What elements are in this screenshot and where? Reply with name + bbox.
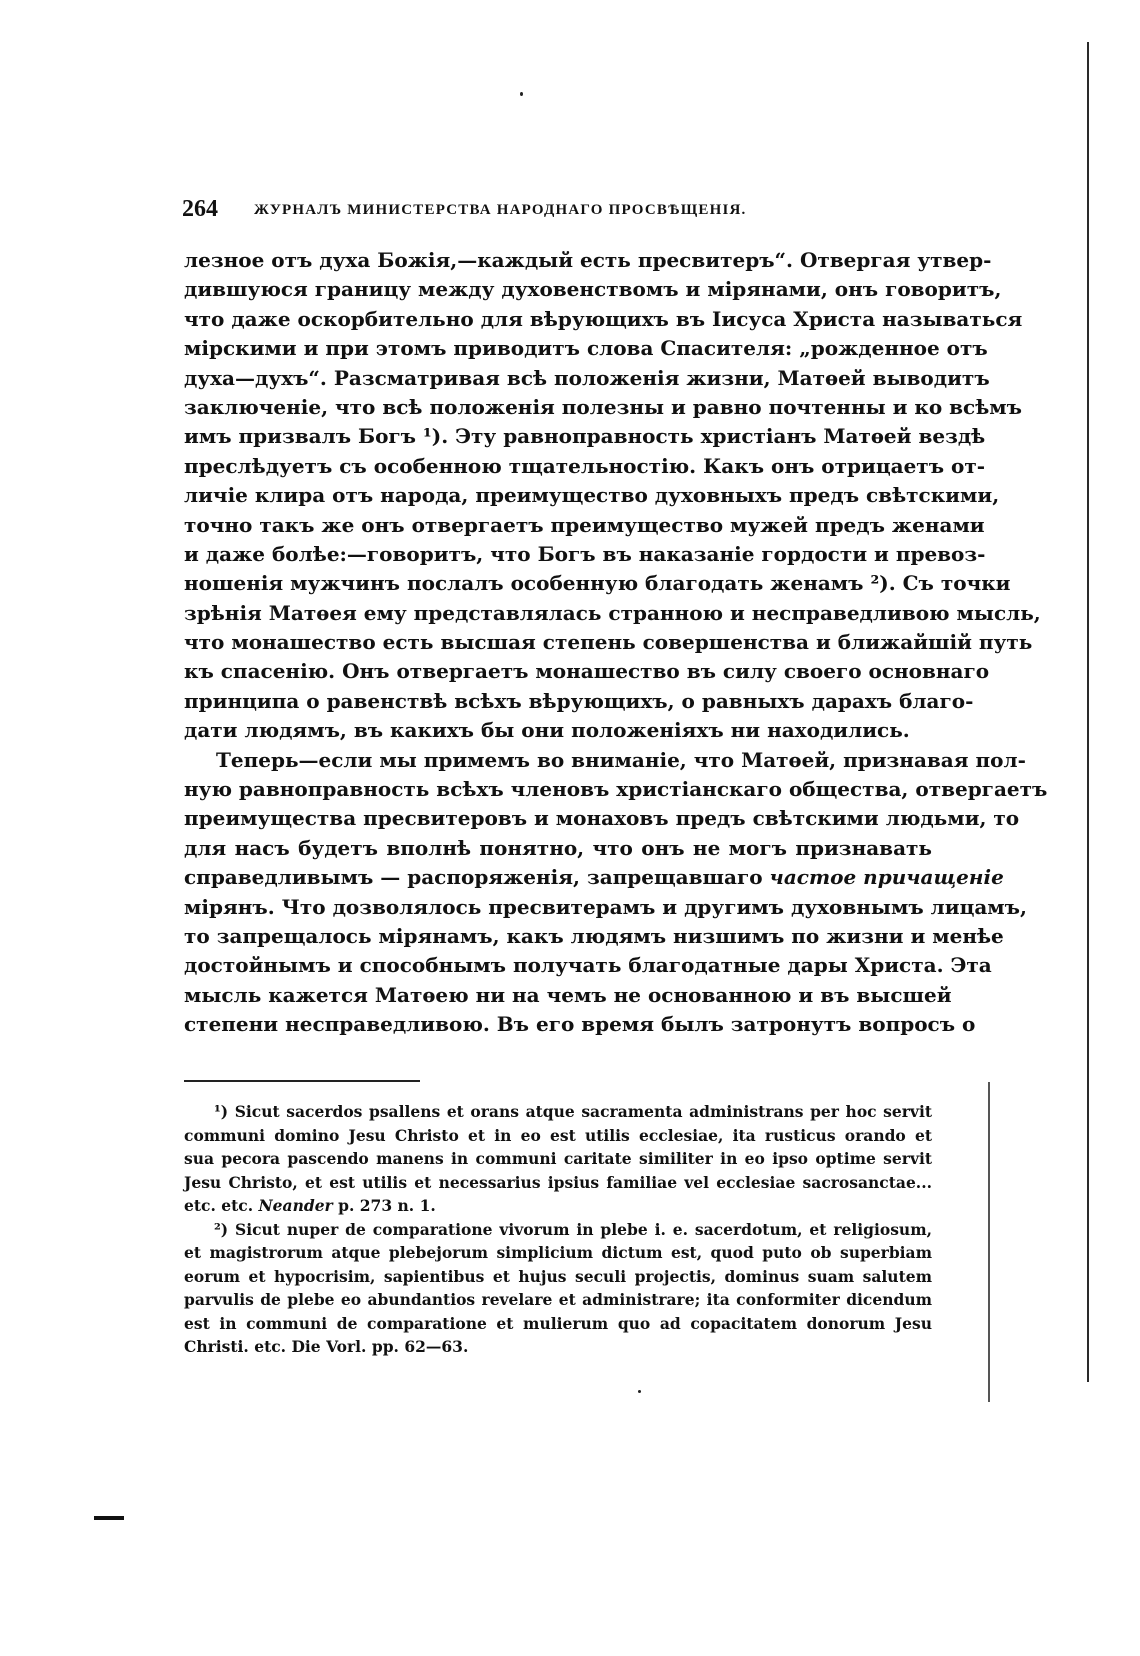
footnote-line: et magistrorum atque plebejorum simplicium dictum est, quod puto ob superbiam bbox=[184, 1243, 932, 1262]
text-line: мысль кажется Матѳею ни на чемъ не основанною и въ высшей bbox=[184, 982, 952, 1007]
text-line: и даже болѣе:—говоритъ, что Богъ въ наказаніе гордости и превоз- bbox=[184, 541, 986, 566]
text-line: заключеніе, что всѣ положенія полезны и равно почтенны и ко всѣмъ bbox=[184, 394, 1022, 419]
text-line bbox=[184, 863, 1004, 892]
page-header bbox=[182, 196, 910, 230]
footnote-line: ²) Sicut nuper de comparatione vivorum in plebe i. e. sacerdotum, et religiosum, bbox=[214, 1219, 932, 1239]
main-text bbox=[184, 246, 1048, 1040]
text-line: личіе клира отъ народа, преимущество духовныхъ предъ свѣтскими, bbox=[184, 483, 1000, 508]
text-line: степени несправедливою. Въ его время былъ затронутъ вопросъ о bbox=[184, 1012, 976, 1037]
footnote-line: Christi. etc. Die Vorl. pp. 62—63. bbox=[184, 1337, 469, 1356]
footnotes bbox=[184, 1100, 932, 1359]
footnote-line: parvulis de plebe eo abundantios revelare et administrare; ita conformiter dicendum bbox=[184, 1290, 932, 1309]
footnote-author: Neander bbox=[258, 1196, 333, 1215]
text-line: Теперь—если мы примемъ во вниманіе, что Матѳей, признавая пол- bbox=[216, 747, 1026, 772]
footnote-line: eorum et hypocrisim, sapientibus et hujus seculi projectis, dominus suam salutem bbox=[184, 1266, 932, 1286]
italic-phrase: частое причащеніе bbox=[769, 865, 1004, 890]
scan-edge-line bbox=[1087, 42, 1089, 1382]
footnote-line bbox=[184, 1194, 932, 1218]
scan-speck bbox=[638, 1390, 641, 1393]
text-line: что монашество есть высшая степень совершенства и ближайшій путь bbox=[184, 630, 1033, 655]
text-line: дившуюся границу между духовенствомъ и мірянами, онъ говоритъ, bbox=[184, 277, 1002, 302]
text-line: ную равноправность всѣхъ членовъ христіанскаго общества, отвергаетъ bbox=[184, 777, 1048, 802]
text-line: къ спасенію. Онъ отвергаетъ монашество въ силу своего основнаго bbox=[184, 659, 990, 684]
footnote-line: est in communi de comparatione et mulierum quo ad copacitatem donorum Jesu bbox=[184, 1313, 932, 1333]
text-line: зрѣнія Матѳея ему представлялась странною и несправедливою мысль, bbox=[184, 600, 1041, 625]
footnote-line: sua pecora pascendo manens in communi caritate similiter in eo ipso optime servit bbox=[184, 1149, 932, 1168]
text-line: достойнымъ и способнымъ получать благодатные дары Христа. Эта bbox=[184, 953, 992, 978]
footnote-line-part: p. 273 n. 1. bbox=[338, 1196, 436, 1215]
text-line: то запрещалось мірянамъ, какъ людямъ низшимъ по жизни и менѣе bbox=[184, 923, 1004, 948]
page-number: 264 bbox=[182, 196, 218, 222]
text-line: преслѣдуетъ съ особенною тщательностію. Какъ онъ отрицаетъ от- bbox=[184, 453, 986, 478]
text-line-part: справедливымъ — распоряженія, запрещавшаго bbox=[184, 865, 763, 890]
scan-mark bbox=[94, 1516, 124, 1520]
text-line: имъ призвалъ Богъ ¹). Эту равноправность христіанъ Матѳей вездѣ bbox=[184, 424, 986, 449]
text-line: принципа о равенствѣ всѣхъ вѣрующихъ, о равныхъ дарахъ благо- bbox=[184, 688, 974, 713]
text-line: мірскими и при этомъ приводитъ слова Спасителя: „рожденное отъ bbox=[184, 336, 988, 361]
text-line: точно такъ же онъ отвергаетъ преимущество мужей предъ женами bbox=[184, 512, 985, 537]
footnote-line: Jesu Christo, et est utilis et necessarius ipsius familiae vel ecclesiae sacrosanctae... bbox=[184, 1172, 932, 1192]
text-line: духа—духъ“. Разсматривая всѣ положенія жизни, Матѳей выводитъ bbox=[184, 365, 990, 390]
scan-speck bbox=[520, 92, 523, 96]
text-line: дати людямъ, въ какихъ бы они положеніяхъ ни находились. bbox=[184, 718, 910, 743]
footnote-line: ¹) Sicut sacerdos psallens et orans atque sacramenta administrans per hoc servit bbox=[214, 1102, 932, 1121]
text-line: мірянъ. Что дозволялось пресвитерамъ и другимъ духовнымъ лицамъ, bbox=[184, 894, 1027, 919]
scan-edge-line-lower bbox=[988, 1082, 990, 1402]
footnote-line: communi domino Jesu Christo et in eo est utilis ecclesiae, ita rusticus orando et bbox=[184, 1125, 932, 1145]
text-line: ношенія мужчинъ послалъ особенную благодать женамъ ²). Съ точки bbox=[184, 571, 1011, 596]
footnote-separator bbox=[184, 1080, 420, 1082]
text-line: преимущества пресвитеровъ и монаховъ предъ свѣтскими людьми, то bbox=[184, 806, 1020, 831]
text-line: для насъ будетъ вполнѣ понятно, что онъ не могъ признавать bbox=[184, 835, 932, 860]
footnote-line-part: etc. etc. bbox=[184, 1196, 254, 1215]
text-line: что даже оскорбительно для вѣрующихъ въ Іисуса Христа называться bbox=[184, 306, 1023, 331]
running-title: ЖУРНАЛЪ МИНИСТЕРСТВА НАРОДНАГО ПРОСВѢЩЕНІЯ. bbox=[254, 202, 747, 218]
text-line: лезное отъ духа Божія,—каждый есть пресвитеръ“. Отвергая утвер- bbox=[184, 248, 992, 272]
